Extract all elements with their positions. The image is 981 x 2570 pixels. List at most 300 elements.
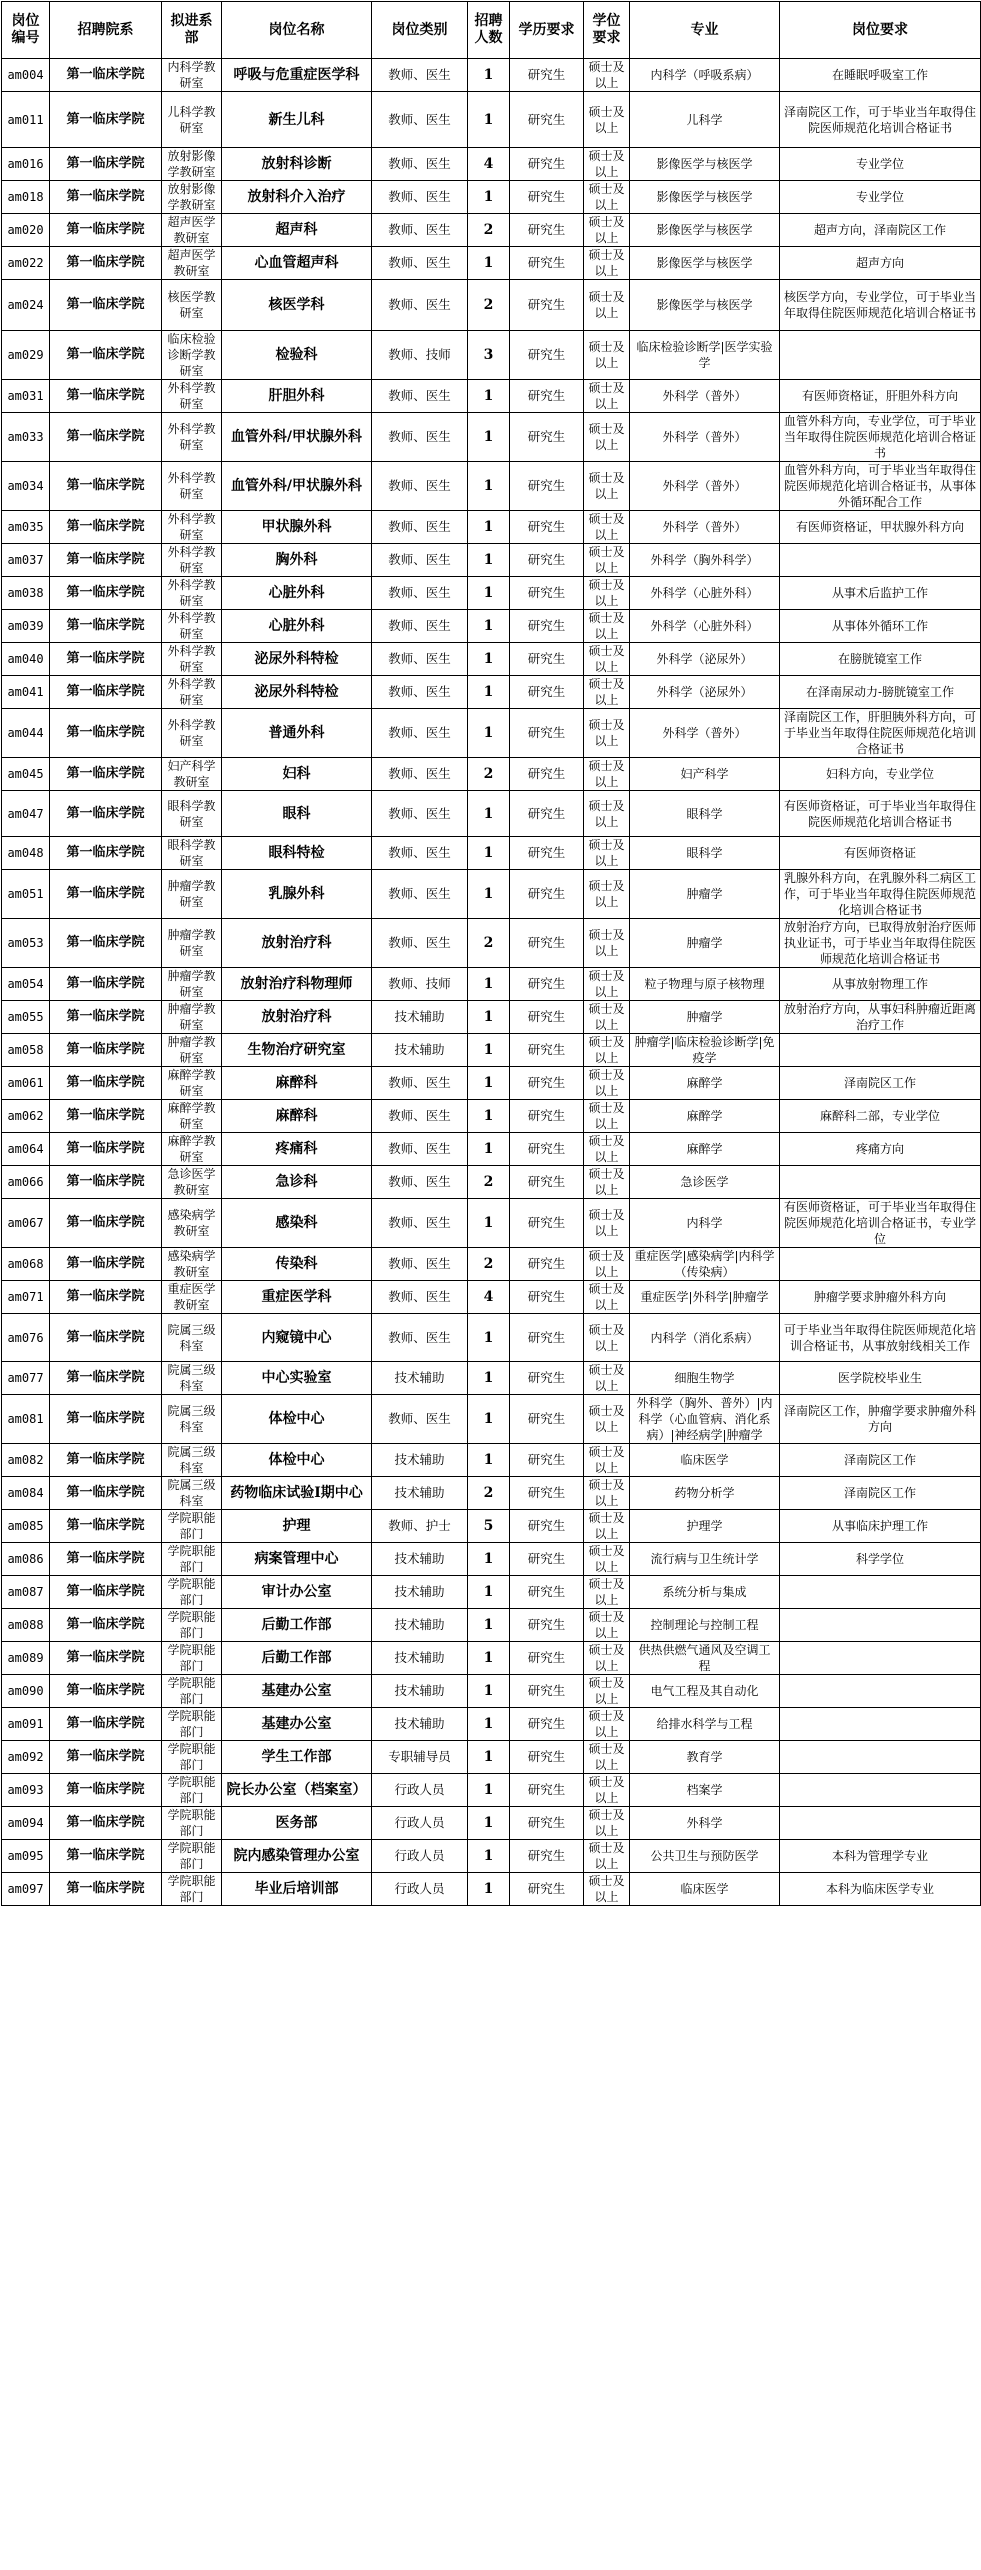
cell-degree: 硕士及以上 (584, 1314, 630, 1362)
cell-major: 妇产科学 (630, 758, 780, 791)
cell-major: 外科学（普外） (630, 380, 780, 413)
cell-code: am066 (2, 1166, 50, 1199)
cell-college: 第一临床学院 (50, 1807, 162, 1840)
cell-education: 研究生 (510, 1708, 584, 1741)
cell-dept: 肿瘤学教研室 (162, 919, 222, 968)
cell-type: 教师、医生 (372, 247, 468, 280)
cell-type: 教师、医生 (372, 280, 468, 331)
cell-dept: 学院职能部门 (162, 1840, 222, 1873)
cell-major: 控制理论与控制工程 (630, 1609, 780, 1642)
cell-dept: 内科学教研室 (162, 59, 222, 92)
cell-dept: 外科学教研室 (162, 643, 222, 676)
cell-degree: 硕士及以上 (584, 1001, 630, 1034)
cell-name: 药物临床试验I期中心 (222, 1477, 372, 1510)
cell-code: am020 (2, 214, 50, 247)
cell-requirement: 科学学位 (780, 1543, 981, 1576)
cell-college: 第一临床学院 (50, 1362, 162, 1395)
cell-degree: 硕士及以上 (584, 577, 630, 610)
cell-code: am053 (2, 919, 50, 968)
cell-dept: 妇产科学教研室 (162, 758, 222, 791)
cell-dept: 核医学教研室 (162, 280, 222, 331)
cell-requirement: 超声方向，泽南院区工作 (780, 214, 981, 247)
cell-code: am062 (2, 1100, 50, 1133)
cell-major: 给排水科学与工程 (630, 1708, 780, 1741)
cell-degree: 硕士及以上 (584, 1248, 630, 1281)
cell-education: 研究生 (510, 837, 584, 870)
cell-code: am018 (2, 181, 50, 214)
table-row (2, 1067, 981, 1100)
cell-major: 影像医学与核医学 (630, 247, 780, 280)
cell-degree: 硕士及以上 (584, 1873, 630, 1906)
cell-code: am094 (2, 1807, 50, 1840)
cell-dept: 院属三级科室 (162, 1362, 222, 1395)
cell-college: 第一临床学院 (50, 1675, 162, 1708)
cell-dept: 外科学教研室 (162, 380, 222, 413)
table-row (2, 1807, 981, 1840)
cell-requirement: 从事临床护理工作 (780, 1510, 981, 1543)
cell-education: 研究生 (510, 577, 584, 610)
cell-requirement: 核医学方向，专业学位，可于毕业当年取得住院医师规范化培训合格证书 (780, 280, 981, 331)
cell-college: 第一临床学院 (50, 1166, 162, 1199)
cell-count: 1 (468, 837, 510, 870)
table-row (2, 610, 981, 643)
cell-degree: 硕士及以上 (584, 1477, 630, 1510)
cell-code: am086 (2, 1543, 50, 1576)
cell-requirement: 可于毕业当年取得住院医师规范化培训合格证书，从事放射线相关工作 (780, 1314, 981, 1362)
cell-education: 研究生 (510, 1675, 584, 1708)
cell-code: am047 (2, 791, 50, 837)
cell-code: am035 (2, 511, 50, 544)
cell-requirement: 泽南院区工作，肝胆胰外科方向，可于毕业当年取得住院医师规范化培训合格证书 (780, 709, 981, 758)
cell-code: am055 (2, 1001, 50, 1034)
cell-education: 研究生 (510, 1248, 584, 1281)
table-row (2, 1840, 981, 1873)
header-dept: 拟进系部 (162, 2, 222, 59)
cell-education: 研究生 (510, 413, 584, 462)
cell-code: am024 (2, 280, 50, 331)
cell-dept: 肿瘤学教研室 (162, 1034, 222, 1067)
cell-name: 乳腺外科 (222, 870, 372, 919)
cell-dept: 重症医学教研室 (162, 1281, 222, 1314)
cell-college: 第一临床学院 (50, 214, 162, 247)
cell-type: 教师、医生 (372, 1067, 468, 1100)
cell-type: 行政人员 (372, 1807, 468, 1840)
cell-education: 研究生 (510, 92, 584, 148)
cell-education: 研究生 (510, 1444, 584, 1477)
cell-college: 第一临床学院 (50, 870, 162, 919)
cell-college: 第一临床学院 (50, 380, 162, 413)
cell-education: 研究生 (510, 1362, 584, 1395)
cell-requirement (780, 331, 981, 380)
cell-education: 研究生 (510, 1067, 584, 1100)
cell-name: 中心实验室 (222, 1362, 372, 1395)
header-major: 专业 (630, 2, 780, 59)
table-row (2, 870, 981, 919)
cell-degree: 硕士及以上 (584, 1609, 630, 1642)
cell-type: 教师、医生 (372, 511, 468, 544)
cell-requirement: 泽南院区工作 (780, 1477, 981, 1510)
cell-code: am081 (2, 1395, 50, 1444)
cell-code: am031 (2, 380, 50, 413)
cell-type: 技术辅助 (372, 1609, 468, 1642)
cell-name: 心脏外科 (222, 610, 372, 643)
table-row (2, 511, 981, 544)
cell-degree: 硕士及以上 (584, 1444, 630, 1477)
cell-name: 体检中心 (222, 1444, 372, 1477)
cell-name: 内窥镜中心 (222, 1314, 372, 1362)
cell-major: 影像医学与核医学 (630, 148, 780, 181)
table-row (2, 791, 981, 837)
cell-education: 研究生 (510, 919, 584, 968)
cell-requirement: 在睡眠呼吸室工作 (780, 59, 981, 92)
cell-count: 1 (468, 413, 510, 462)
cell-count: 1 (468, 1034, 510, 1067)
cell-education: 研究生 (510, 181, 584, 214)
cell-count: 1 (468, 1543, 510, 1576)
cell-code: am041 (2, 676, 50, 709)
cell-degree: 硕士及以上 (584, 968, 630, 1001)
cell-requirement: 泽南院区工作 (780, 1444, 981, 1477)
cell-requirement: 泽南院区工作 (780, 1067, 981, 1100)
cell-requirement: 放射治疗方向，已取得放射治疗医师执业证书，可于毕业当年取得住院医师规范化培训合格证书 (780, 919, 981, 968)
cell-requirement: 有医师资格证 (780, 837, 981, 870)
cell-college: 第一临床学院 (50, 1873, 162, 1906)
cell-type: 教师、医生 (372, 1166, 468, 1199)
cell-major: 内科学（呼吸系病） (630, 59, 780, 92)
cell-major: 肿瘤学 (630, 870, 780, 919)
cell-name: 血管外科/甲状腺外科 (222, 462, 372, 511)
cell-requirement: 从事放射物理工作 (780, 968, 981, 1001)
table-row (2, 413, 981, 462)
cell-major: 外科学（心脏外科） (630, 610, 780, 643)
table-row (2, 1642, 981, 1675)
cell-name: 泌尿外科特检 (222, 676, 372, 709)
cell-college: 第一临床学院 (50, 544, 162, 577)
cell-requirement (780, 1642, 981, 1675)
cell-code: am097 (2, 1873, 50, 1906)
table-row (2, 676, 981, 709)
table-row (2, 709, 981, 758)
cell-major: 急诊医学 (630, 1166, 780, 1199)
cell-type: 教师、医生 (372, 837, 468, 870)
cell-name: 麻醉科 (222, 1067, 372, 1100)
cell-count: 1 (468, 1314, 510, 1362)
cell-dept: 外科学教研室 (162, 610, 222, 643)
cell-education: 研究生 (510, 280, 584, 331)
cell-name: 医务部 (222, 1807, 372, 1840)
cell-education: 研究生 (510, 1281, 584, 1314)
cell-name: 放射治疗科 (222, 1001, 372, 1034)
cell-name: 肝胆外科 (222, 380, 372, 413)
cell-major: 内科学 (630, 1199, 780, 1248)
cell-type: 教师、医生 (372, 148, 468, 181)
cell-name: 新生儿科 (222, 92, 372, 148)
cell-type: 教师、医生 (372, 870, 468, 919)
cell-name: 妇科 (222, 758, 372, 791)
cell-college: 第一临床学院 (50, 1774, 162, 1807)
cell-major: 外科学（泌尿外） (630, 643, 780, 676)
cell-college: 第一临床学院 (50, 709, 162, 758)
cell-education: 研究生 (510, 1034, 584, 1067)
cell-college: 第一临床学院 (50, 148, 162, 181)
cell-count: 1 (468, 1741, 510, 1774)
cell-degree: 硕士及以上 (584, 1281, 630, 1314)
cell-type: 教师、医生 (372, 462, 468, 511)
cell-degree: 硕士及以上 (584, 331, 630, 380)
cell-requirement: 本科为管理学专业 (780, 1840, 981, 1873)
cell-count: 1 (468, 870, 510, 919)
cell-major: 麻醉学 (630, 1133, 780, 1166)
cell-code: am085 (2, 1510, 50, 1543)
cell-education: 研究生 (510, 59, 584, 92)
cell-dept: 麻醉学教研室 (162, 1067, 222, 1100)
cell-dept: 院属三级科室 (162, 1314, 222, 1362)
cell-college: 第一临床学院 (50, 181, 162, 214)
cell-name: 普通外科 (222, 709, 372, 758)
table-row (2, 1576, 981, 1609)
cell-education: 研究生 (510, 1133, 584, 1166)
cell-type: 教师、医生 (372, 1314, 468, 1362)
cell-dept: 院属三级科室 (162, 1444, 222, 1477)
cell-requirement (780, 544, 981, 577)
cell-code: am044 (2, 709, 50, 758)
cell-name: 院长办公室（档案室） (222, 1774, 372, 1807)
cell-name: 血管外科/甲状腺外科 (222, 413, 372, 462)
cell-name: 麻醉科 (222, 1100, 372, 1133)
cell-code: am061 (2, 1067, 50, 1100)
cell-name: 超声科 (222, 214, 372, 247)
cell-code: am054 (2, 968, 50, 1001)
cell-type: 教师、医生 (372, 1248, 468, 1281)
table-row (2, 247, 981, 280)
cell-count: 1 (468, 610, 510, 643)
table-row (2, 1362, 981, 1395)
cell-dept: 临床检验诊断学教研室 (162, 331, 222, 380)
cell-degree: 硕士及以上 (584, 380, 630, 413)
cell-type: 行政人员 (372, 1873, 468, 1906)
cell-code: am077 (2, 1362, 50, 1395)
cell-dept: 麻醉学教研室 (162, 1133, 222, 1166)
cell-type: 技术辅助 (372, 1543, 468, 1576)
cell-dept: 放射影像学教研室 (162, 181, 222, 214)
cell-degree: 硕士及以上 (584, 758, 630, 791)
cell-education: 研究生 (510, 1609, 584, 1642)
cell-name: 毕业后培训部 (222, 1873, 372, 1906)
cell-requirement (780, 1675, 981, 1708)
cell-count: 1 (468, 247, 510, 280)
cell-name: 泌尿外科特检 (222, 643, 372, 676)
cell-college: 第一临床学院 (50, 1741, 162, 1774)
cell-dept: 院属三级科室 (162, 1477, 222, 1510)
cell-name: 基建办公室 (222, 1708, 372, 1741)
table-row (2, 59, 981, 92)
table-row (2, 280, 981, 331)
cell-code: am038 (2, 577, 50, 610)
table-row (2, 1133, 981, 1166)
cell-major: 外科学（泌尿外） (630, 676, 780, 709)
cell-code: am051 (2, 870, 50, 919)
table-row (2, 1741, 981, 1774)
cell-major: 细胞生物学 (630, 1362, 780, 1395)
cell-dept: 急诊医学教研室 (162, 1166, 222, 1199)
cell-code: am058 (2, 1034, 50, 1067)
cell-code: am090 (2, 1675, 50, 1708)
cell-code: am095 (2, 1840, 50, 1873)
cell-code: am048 (2, 837, 50, 870)
cell-count: 1 (468, 577, 510, 610)
cell-count: 1 (468, 1067, 510, 1100)
table-row (2, 837, 981, 870)
cell-major: 外科学（普外） (630, 462, 780, 511)
cell-count: 4 (468, 148, 510, 181)
cell-requirement (780, 1609, 981, 1642)
table-row (2, 1774, 981, 1807)
cell-dept: 学院职能部门 (162, 1873, 222, 1906)
cell-type: 教师、医生 (372, 1395, 468, 1444)
cell-major: 麻醉学 (630, 1067, 780, 1100)
cell-college: 第一临床学院 (50, 1034, 162, 1067)
cell-type: 教师、医生 (372, 676, 468, 709)
cell-major: 档案学 (630, 1774, 780, 1807)
cell-name: 急诊科 (222, 1166, 372, 1199)
cell-dept: 学院职能部门 (162, 1708, 222, 1741)
cell-degree: 硕士及以上 (584, 1510, 630, 1543)
cell-college: 第一临床学院 (50, 1067, 162, 1100)
table-header-row (2, 2, 981, 59)
cell-major: 公共卫生与预防医学 (630, 1840, 780, 1873)
cell-dept: 学院职能部门 (162, 1543, 222, 1576)
cell-dept: 院属三级科室 (162, 1395, 222, 1444)
cell-name: 疼痛科 (222, 1133, 372, 1166)
cell-dept: 学院职能部门 (162, 1576, 222, 1609)
cell-major: 外科学（普外） (630, 511, 780, 544)
cell-name: 心脏外科 (222, 577, 372, 610)
table-row (2, 968, 981, 1001)
cell-count: 1 (468, 1444, 510, 1477)
cell-name: 感染科 (222, 1199, 372, 1248)
cell-count: 1 (468, 511, 510, 544)
table-row (2, 1609, 981, 1642)
cell-type: 技术辅助 (372, 1675, 468, 1708)
cell-type: 教师、技师 (372, 331, 468, 380)
cell-college: 第一临床学院 (50, 837, 162, 870)
header-requirement: 岗位要求 (780, 2, 981, 59)
cell-dept: 外科学教研室 (162, 413, 222, 462)
table-row (2, 1248, 981, 1281)
cell-education: 研究生 (510, 544, 584, 577)
cell-dept: 学院职能部门 (162, 1741, 222, 1774)
header-college: 招聘院系 (50, 2, 162, 59)
cell-college: 第一临床学院 (50, 1444, 162, 1477)
cell-dept: 学院职能部门 (162, 1609, 222, 1642)
cell-degree: 硕士及以上 (584, 1199, 630, 1248)
cell-major: 粒子物理与原子核物理 (630, 968, 780, 1001)
cell-college: 第一临床学院 (50, 1510, 162, 1543)
cell-college: 第一临床学院 (50, 1100, 162, 1133)
cell-name: 放射科诊断 (222, 148, 372, 181)
cell-education: 研究生 (510, 511, 584, 544)
cell-education: 研究生 (510, 1840, 584, 1873)
cell-count: 2 (468, 280, 510, 331)
cell-degree: 硕士及以上 (584, 181, 630, 214)
cell-count: 1 (468, 1100, 510, 1133)
cell-name: 后勤工作部 (222, 1642, 372, 1675)
cell-major: 儿科学 (630, 92, 780, 148)
cell-education: 研究生 (510, 1510, 584, 1543)
cell-name: 放射治疗科 (222, 919, 372, 968)
cell-degree: 硕士及以上 (584, 676, 630, 709)
cell-type: 教师、医生 (372, 643, 468, 676)
cell-major: 外科学（普外） (630, 413, 780, 462)
cell-education: 研究生 (510, 1642, 584, 1675)
cell-name: 后勤工作部 (222, 1609, 372, 1642)
cell-dept: 儿科学教研室 (162, 92, 222, 148)
cell-degree: 硕士及以上 (584, 1395, 630, 1444)
cell-type: 行政人员 (372, 1774, 468, 1807)
cell-college: 第一临床学院 (50, 280, 162, 331)
cell-count: 1 (468, 791, 510, 837)
cell-name: 放射治疗科物理师 (222, 968, 372, 1001)
cell-type: 教师、医生 (372, 1281, 468, 1314)
cell-count: 1 (468, 92, 510, 148)
cell-count: 1 (468, 1642, 510, 1675)
cell-code: am034 (2, 462, 50, 511)
cell-code: am037 (2, 544, 50, 577)
cell-count: 1 (468, 643, 510, 676)
cell-count: 1 (468, 1840, 510, 1873)
cell-type: 技术辅助 (372, 1001, 468, 1034)
cell-count: 1 (468, 1675, 510, 1708)
cell-requirement: 在膀胱镜室工作 (780, 643, 981, 676)
cell-degree: 硕士及以上 (584, 214, 630, 247)
cell-type: 教师、医生 (372, 610, 468, 643)
cell-education: 研究生 (510, 791, 584, 837)
cell-education: 研究生 (510, 1741, 584, 1774)
cell-code: am076 (2, 1314, 50, 1362)
cell-education: 研究生 (510, 380, 584, 413)
cell-type: 教师、医生 (372, 544, 468, 577)
cell-type: 技术辅助 (372, 1034, 468, 1067)
cell-major: 电气工程及其自动化 (630, 1675, 780, 1708)
table-row (2, 919, 981, 968)
cell-type: 教师、医生 (372, 380, 468, 413)
table-row (2, 544, 981, 577)
cell-requirement: 放射治疗方向，从事妇科肿瘤近距离治疗工作 (780, 1001, 981, 1034)
cell-college: 第一临床学院 (50, 643, 162, 676)
cell-code: am033 (2, 413, 50, 462)
cell-code: am022 (2, 247, 50, 280)
cell-major: 外科学（心脏外科） (630, 577, 780, 610)
cell-college: 第一临床学院 (50, 919, 162, 968)
cell-degree: 硕士及以上 (584, 1034, 630, 1067)
table-row (2, 1675, 981, 1708)
cell-education: 研究生 (510, 1543, 584, 1576)
cell-education: 研究生 (510, 1199, 584, 1248)
cell-dept: 肿瘤学教研室 (162, 1001, 222, 1034)
cell-degree: 硕士及以上 (584, 1133, 630, 1166)
cell-name: 生物治疗研究室 (222, 1034, 372, 1067)
cell-count: 4 (468, 1281, 510, 1314)
cell-dept: 外科学教研室 (162, 511, 222, 544)
cell-major: 临床检验诊断学|医学实验学 (630, 331, 780, 380)
cell-count: 1 (468, 1708, 510, 1741)
table-row (2, 1510, 981, 1543)
table-body (2, 59, 981, 1906)
cell-education: 研究生 (510, 1576, 584, 1609)
cell-count: 1 (468, 181, 510, 214)
cell-degree: 硕士及以上 (584, 544, 630, 577)
cell-degree: 硕士及以上 (584, 1642, 630, 1675)
